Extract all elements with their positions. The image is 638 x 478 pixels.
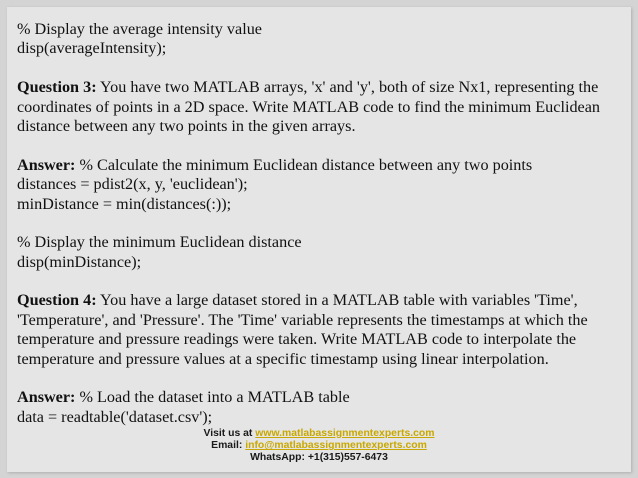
- website-link[interactable]: www.matlabassignmentexperts.com: [255, 428, 435, 439]
- footer-email-line: [7, 440, 631, 452]
- question-3-line-2: coordinates of points in a 2D space. Write MATLAB code to find the minimum Euclidean: [17, 97, 601, 116]
- question-4-label: Question 4:: [17, 291, 97, 310]
- spacer: [17, 136, 627, 155]
- answer-4-label: Answer:: [17, 388, 76, 407]
- visit-label: Visit us at: [203, 428, 256, 439]
- answer-3-label: Answer:: [17, 155, 76, 174]
- email-label: Email:: [211, 440, 246, 452]
- contact-footer: [7, 428, 631, 465]
- slide: [7, 7, 631, 472]
- answer-3-line-3: minDistance = min(distances(:));: [17, 194, 232, 213]
- question-4-line-3: temperature and pressure readings were taken. Write MATLAB code to interpolate the: [17, 330, 577, 349]
- question-4-line-4: temperature and pressure values at a specific timestamp using linear interpolation.: [17, 349, 549, 368]
- question-3-line-1: [17, 78, 627, 97]
- question-4-text: You have a large dataset stored in a MATLAB table with variables 'Time',: [96, 291, 578, 310]
- question-3-line-3: distance between any two points in the given arrays.: [17, 116, 356, 135]
- answer-3-text: % Calculate the minimum Euclidean distance between any two points: [75, 155, 533, 174]
- spacer: [17, 272, 627, 291]
- answer-3-line-4: % Display the minimum Euclidean distance: [17, 233, 302, 252]
- answer-4-line-2: data = readtable('dataset.csv');: [17, 407, 213, 426]
- footer-website-line: [7, 428, 631, 440]
- spacer: [17, 369, 627, 388]
- slide-content: [17, 20, 627, 427]
- code-line: disp(averageIntensity);: [17, 39, 167, 58]
- answer-4-line-1: [17, 388, 627, 407]
- question-4-line-1: [17, 291, 627, 310]
- answer-3-line-5: disp(minDistance);: [17, 252, 142, 271]
- question-4-line-2: 'Temperature', and 'Pressure'. The 'Time' variable represents the timestamps at which the: [17, 310, 588, 329]
- code-comment-line: % Display the average intensity value: [17, 20, 262, 38]
- answer-3-line-1: [17, 156, 627, 175]
- spacer: [17, 214, 627, 233]
- spacer: [17, 59, 627, 78]
- answer-3-line-2: distances = pdist2(x, y, 'euclidean');: [17, 175, 248, 194]
- footer-whatsapp-line: WhatsApp: +1(315)557-6473: [250, 452, 388, 464]
- question-3-label: Question 3:: [17, 78, 97, 97]
- answer-4-text: % Load the dataset into a MATLAB table: [75, 388, 350, 407]
- question-3-text: You have two MATLAB arrays, 'x' and 'y', both of size Nx1, representing the: [96, 78, 599, 97]
- email-link[interactable]: info@matlabassignmentexperts.com: [245, 440, 427, 452]
